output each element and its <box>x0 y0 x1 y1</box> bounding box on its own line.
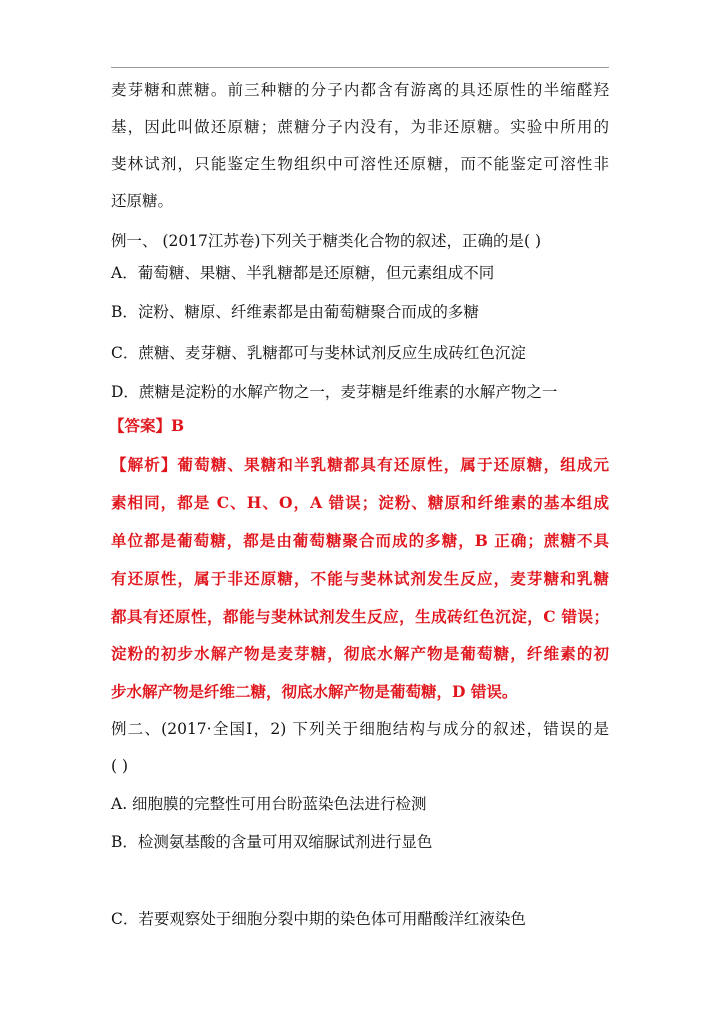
header-rule <box>111 67 609 68</box>
example2-question-line-2: ( ) <box>111 757 129 775</box>
example2-option-a: A. 细胞膜的完整性可用台盼蓝染色法进行检测 <box>111 795 427 813</box>
analysis-line-1: 【解析】葡萄糖、果糖和半乳糖都具有还原性，属于还原糖，组成元 <box>111 455 609 474</box>
intro-line-2: 基，因此叫做还原糖；蔗糖分子内没有，为非还原糖。实验中所用的 <box>111 118 609 136</box>
example2-option-b: B．检测氨基酸的含量可用双缩脲试剂进行显色 <box>111 833 433 851</box>
example2-option-c: C．若要观察处于细胞分裂中期的染色体可用醋酸洋红液染色 <box>111 910 526 928</box>
intro-line-4: 还原糖。 <box>111 192 174 210</box>
analysis-line-3: 单位都是葡萄糖，都是由葡萄糖聚合而成的多糖，B 正确；蔗糖不具 <box>111 531 609 550</box>
example1-option-c: C．蔗糖、麦芽糖、乳糖都可与斐林试剂反应生成砖红色沉淀 <box>111 344 526 362</box>
example1-option-d: D．蔗糖是淀粉的水解产物之一，麦芽糖是纤维素的水解产物之一 <box>111 383 558 401</box>
example1-answer: 【答案】B <box>109 416 185 435</box>
analysis-line-6: 淀粉的初步水解产物是麦芽糖，彻底水解产物是葡萄糖，纤维素的初 <box>111 644 609 663</box>
example1-question: 例一、 (2017江苏卷)下列关于糖类化合物的叙述，正确的是( ) <box>111 232 541 250</box>
intro-line-1: 麦芽糖和蔗糖。前三种糖的分子内都含有游离的具还原性的半缩醛羟 <box>111 81 609 99</box>
example2-question-line-1: 例二、(2017·全国Ⅰ，2) 下列关于细胞结构与成分的叙述，错误的是 <box>111 720 609 738</box>
example1-option-b: B．淀粉、糖原、纤维素都是由葡萄糖聚合而成的多糖 <box>111 303 479 321</box>
analysis-line-4: 有还原性，属于非还原糖，不能与斐林试剂发生反应，麦芽糖和乳糖 <box>111 569 609 588</box>
intro-line-3: 斐林试剂，只能鉴定生物组织中可溶性还原糖，而不能鉴定可溶性非 <box>111 155 609 173</box>
example1-option-a: A．葡萄糖、果糖、半乳糖都是还原糖，但元素组成不同 <box>111 264 495 282</box>
analysis-line-7: 步水解产物是纤维二糖，彻底水解产物是葡萄糖，D 错误。 <box>111 682 518 701</box>
analysis-line-5: 都具有还原性，都能与斐林试剂发生反应，生成砖红色沉淀，C 错误； <box>111 607 609 626</box>
analysis-line-2: 素相同，都是 C、H、O，A 错误；淀粉、糖原和纤维素的基本组成 <box>111 493 609 512</box>
